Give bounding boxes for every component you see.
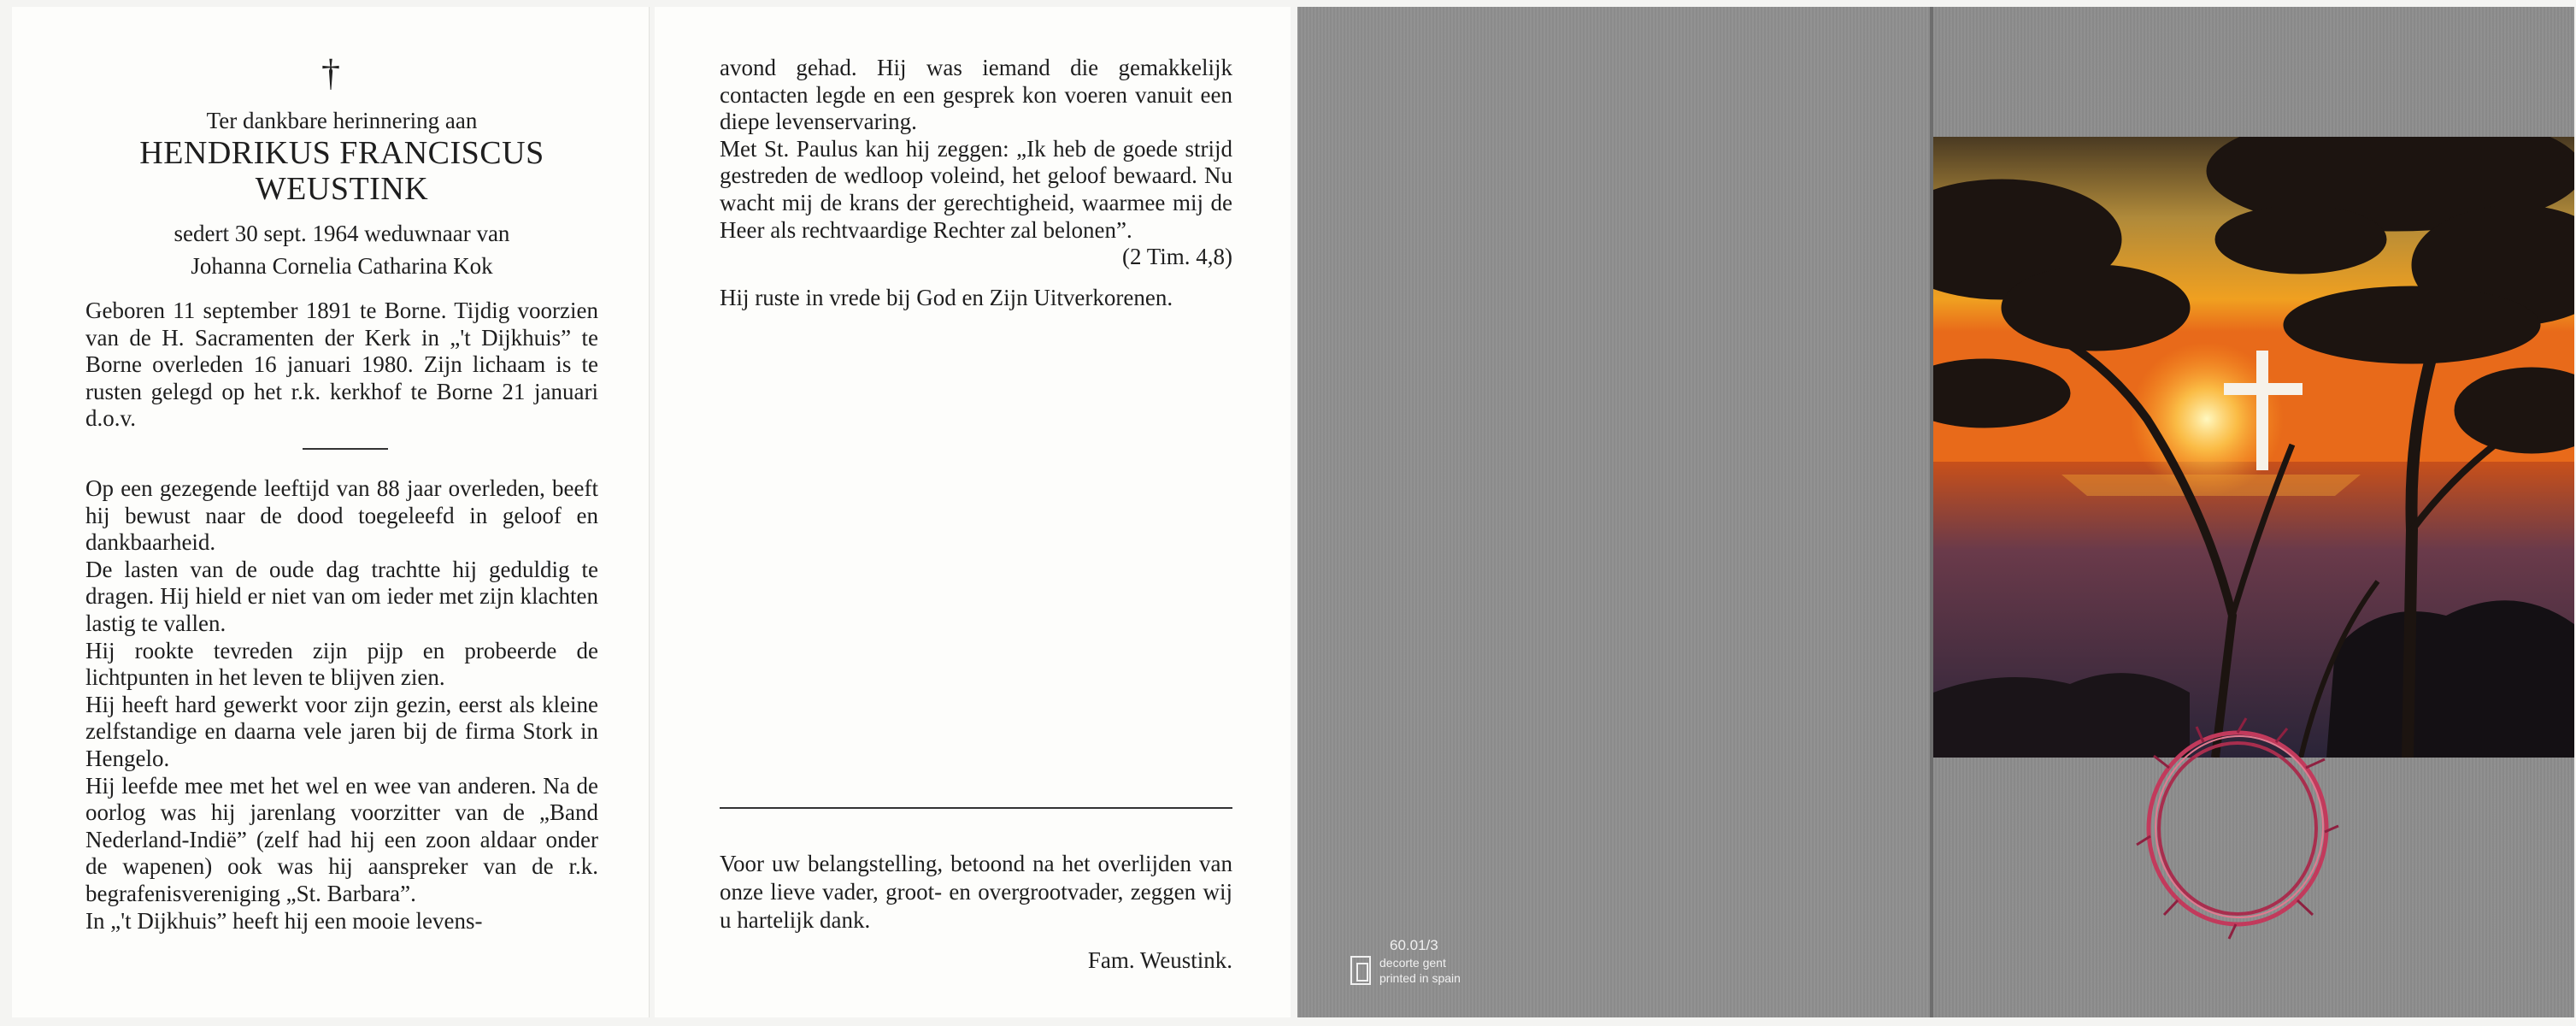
cross-icon: †	[321, 52, 340, 94]
thanks-text: Voor uw belangstelling, betoond na het overlijden van onze lieve vader, groot- en overgrootvader, zeggen wij u hartelijk dank.	[720, 851, 1232, 933]
scripture-citation: (2 Tim. 4,8)	[1121, 244, 1232, 270]
name-line-2: WEUSTINK	[255, 171, 429, 207]
rest-in-peace-text: Hij ruste in vrede bij God en Zijn Uitverkorenen.	[720, 284, 1173, 310]
scripture-quote: Met St. Paulus kan hij zeggen: „Ik heb de goede strijd gestreden de wedloop voleind, het geloof bewaard. Nu wacht mij de krans der gerechtigheid, waarmee mij de Heer als rechtvaardige Rechter zal belonen”.	[720, 135, 1232, 243]
sunset-sea-trees-cross-photo	[1933, 137, 2574, 758]
widower-line-2: Johanna Cornelia Catharina Kok	[191, 253, 493, 279]
widower-line-1: sedert 30 sept. 1964 weduwnaar van	[173, 221, 510, 246]
biography-paragraph: Hij rookte tevreden zijn pijp en probeerde de lichtpunten in het leven te blijven zien.	[85, 637, 598, 691]
imprint-line-1: decorte gent	[1379, 956, 1446, 970]
biography	[85, 475, 598, 935]
birth-death-paragraph: Geboren 11 september 1891 te Borne. Tijdig voorzien van de H. Sacramenten der Kerk in „'t Dijkhuis” te Borne overleden 16 januari 1980. Zijn lichaam is te rusten gelegd op het r.k. kerkhof te Borne 21 januari d.o.v.	[85, 298, 598, 432]
widower-text	[85, 217, 598, 282]
imprint-line-2: printed in spain	[1379, 971, 1461, 985]
card-inner-left-page	[12, 7, 650, 1017]
text-continuation	[720, 55, 1232, 311]
biography-paragraph: In „'t Dijkhuis” heeft hij een mooie levens-	[85, 907, 483, 934]
card-back-cover	[1297, 7, 1932, 1017]
continuation-paragraph: avond gehad. Hij was iemand die gemakkelijk contacten legde en een gesprek kon voeren vanuit een diepe levenservaring.	[720, 55, 1232, 135]
divider	[303, 448, 388, 450]
imprint-code: 60.01/3	[1390, 937, 1438, 953]
printer-logo-icon	[1350, 956, 1371, 985]
name-line-1: HENDRIKUS FRANCISCUS	[139, 135, 544, 171]
biography-paragraph: Hij heeft hard gewerkt voor zijn gezin, eerst als kleine zelfstandige en daarna vele jaren bij de firma Stork in Hengelo.	[85, 691, 598, 771]
thanks-block	[720, 850, 1232, 975]
biography-paragraph: De lasten van de oude dag trachtte hij geduldig te dragen. Hij hield er niet van om ieder met zijn klachten lastig te vallen.	[85, 556, 598, 636]
crown-of-thorns-icon	[2135, 716, 2340, 940]
divider	[720, 807, 1232, 809]
deceased-name	[85, 135, 598, 207]
intro-text: Ter dankbare herinnering aan	[206, 108, 478, 133]
card-inner-right-page	[655, 7, 1291, 1017]
family-signature: Fam. Weustink.	[1087, 947, 1232, 973]
biography-paragraph: Hij leefde mee met het wel en wee van anderen. Na de oorlog was hij jarenlang voorzitter van de „Band Nederland-Indië” (zelf had hij een zoon aldaar onder de wapenen) ook was hij aanspreker van de r.k. begrafenisvereniging „St. Barbara”.	[85, 772, 598, 906]
biography-paragraph: Op een gezegende leeftijd van 88 jaar overleden, beeft hij bewust naar de dood toegeleefd in geloof en dankbaarheid.	[85, 475, 598, 556]
